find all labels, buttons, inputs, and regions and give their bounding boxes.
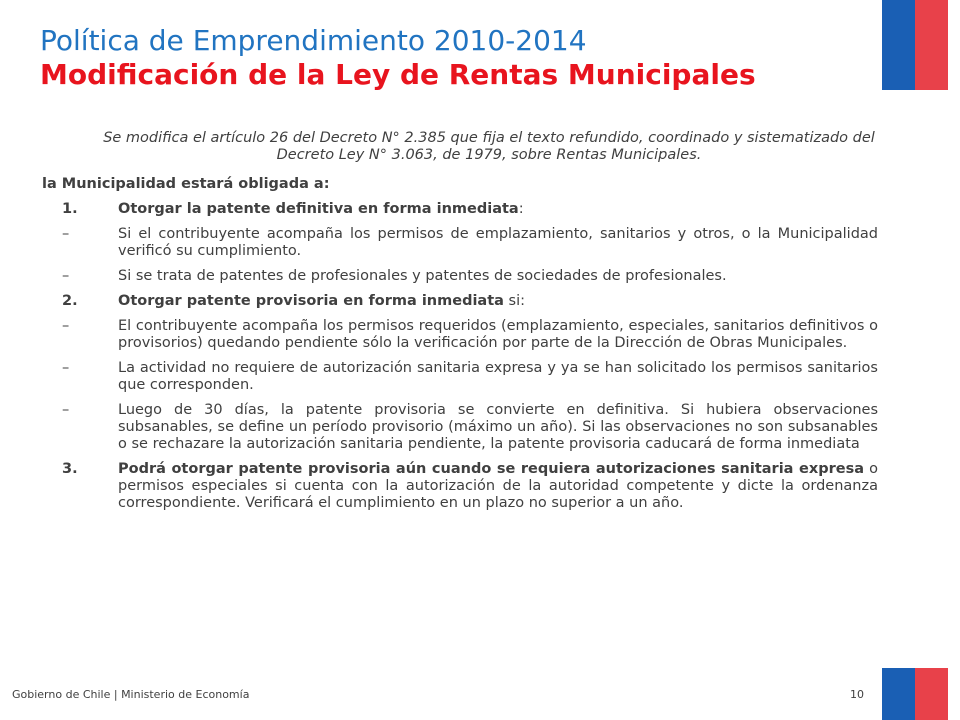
- list-item: [40, 318, 878, 352]
- list-item: [40, 461, 878, 512]
- list-marker: –: [62, 226, 70, 242]
- list-item: [40, 402, 878, 453]
- slide-title: [40, 24, 870, 92]
- flag-blue-stripe: [882, 0, 915, 90]
- list-marker: –: [62, 318, 70, 334]
- list-marker: 2.: [62, 293, 78, 309]
- footer-organization: Gobierno de Chile | Ministerio de Economía: [12, 688, 250, 701]
- list-marker: –: [62, 268, 70, 284]
- list-item: [40, 360, 878, 394]
- title-line-1: Política de Emprendimiento 2010-2014: [40, 24, 587, 57]
- list-item-text: Si se trata de patentes de profesionales y patentes de sociedades de profesionales.: [118, 268, 727, 284]
- list-item-text: Otorgar la patente definitiva en forma inmediata:: [118, 201, 524, 217]
- list-item-text: El contribuyente acompaña los permisos requeridos (emplazamiento, especiales, sanitarios definitivos o provisorios) quedando pendiente sólo la verificación por parte de la Dirección de Obras Municipales.: [118, 318, 878, 351]
- list-item: [40, 293, 878, 310]
- page-number: 10: [850, 688, 864, 701]
- list-item-text: Podrá otorgar patente provisoria aún cuando se requiera autorizaciones sanitaria expresa o permisos especiales si cuenta con la autorización de la autoridad competente y dicte la ordenanza correspondiente. Verificará el cumplimiento en un plazo no superior a un año.: [118, 461, 878, 511]
- list-marker: –: [62, 402, 70, 418]
- title-line-2: Modificación de la Ley de Rentas Municipales: [40, 58, 756, 91]
- list-item-text: La actividad no requiere de autorización sanitaria expresa y ya se han solicitado los permisos sanitarios que corresponden.: [118, 360, 878, 393]
- intro-paragraph: Se modifica el artículo 26 del Decreto N° 2.385 que fija el texto refundido, coordinado y sistematizado del Decreto Ley N° 3.063, de 1979, sobre Rentas Municipales.: [103, 130, 875, 163]
- list-item-text: Si el contribuyente acompaña los permisos de emplazamiento, sanitarios y otros, o la Municipalidad verificó su cumplimiento.: [118, 226, 878, 259]
- flag-red-stripe: [915, 0, 948, 90]
- list-item: [40, 268, 878, 285]
- lead-text: la Municipalidad estará obligada a:: [42, 176, 330, 192]
- list-marker: –: [62, 360, 70, 376]
- flag-red-stripe: [915, 668, 948, 720]
- slide-body: [40, 130, 878, 520]
- list-item-text: Otorgar patente provisoria en forma inmediata si:: [118, 293, 525, 309]
- list-item-text: Luego de 30 días, la patente provisoria se convierte en definitiva. Si hubiera observaciones subsanables, se define un período provisorio (máximo un año). Si las observaciones no son subsanables o se rechazare la autorización sanitaria pendiente, la patente provisoria caducará de forma inmediata: [118, 402, 878, 452]
- list-marker: 1.: [62, 201, 78, 217]
- chile-flag-bottom-decoration: [882, 668, 948, 720]
- flag-blue-stripe: [882, 668, 915, 720]
- list-item: [40, 226, 878, 260]
- chile-flag-top-decoration: [882, 0, 948, 90]
- list-item: [40, 201, 878, 218]
- list-marker: 3.: [62, 461, 78, 477]
